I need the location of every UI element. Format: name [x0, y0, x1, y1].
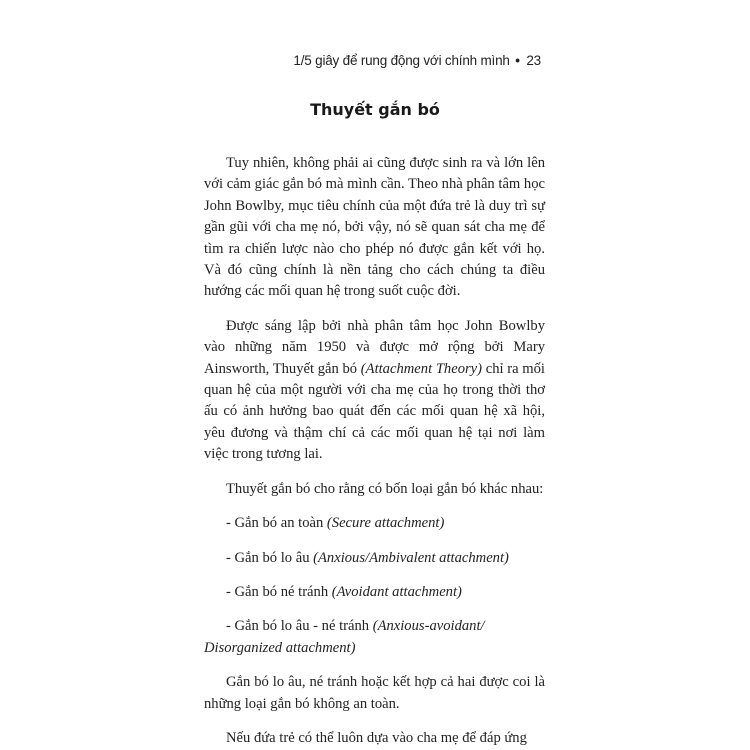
paragraph-1: Tuy nhiên, không phải ai cũng được sinh ra và lớn lên với cảm giác gắn bó mà mình cần. Theo nhà phân tâm học John Bowlby, mục tiêu chính của một đứa trẻ là duy trì sự gần gũi với cha mẹ nó, bởi vậy, nó sẽ quan sát cha mẹ để tìm ra chiến lược nào cho phép nó được gắn kết với họ. Và đó cũng chính là nền tảng cho cách chúng ta điều hướng các mối quan hệ trong suốt cuộc đời. — [204, 155, 545, 300]
body-text — [204, 153, 545, 749]
list-item — [204, 548, 545, 569]
paragraph-2-text-a: Được sáng lập bởi nhà phân tâm học John Bowlby vào những năm 1950 và được mở rộng bởi Mary Ainsworth, Thuyết gắn bó — [204, 317, 545, 377]
paragraph-7: Gắn bó lo âu, né tránh hoặc kết hợp cả hai được coi là những loại gắn bó không an toàn. — [204, 674, 545, 712]
running-header — [293, 53, 541, 68]
header-separator: • — [515, 53, 520, 68]
paragraph-2-text-b: chỉ ra mối quan hệ của một người với cha mẹ của họ trong thời thơ ấu có ảnh hưởng bao quát đến các mối quan hệ xã hội, yêu đương và thậm chí cả các mối quan hệ tại nơi làm việc trong tương lai. — [204, 360, 545, 463]
paragraph-3: Thuyết gắn bó cho rằng có bốn loại gắn bó khác nhau: — [226, 480, 544, 497]
paragraph-2 — [204, 316, 545, 466]
paragraph-2-term: (Attachment Theory) — [360, 360, 483, 377]
attachment-type-label: - Gắn bó lo âu - né tránh — [226, 618, 373, 635]
page-number: 23 — [526, 53, 541, 68]
section-title: Thuyết gắn bó — [310, 100, 440, 119]
attachment-type-english: (Anxious/Ambivalent attachment) — [313, 549, 509, 566]
attachment-type-english: (Anxious-avoidant/ Disorganized attachment) — [204, 618, 485, 656]
list-item — [204, 582, 545, 603]
paragraph-8: Nếu đứa trẻ có thể luôn dựa vào cha mẹ để đáp ứng — [226, 729, 527, 746]
running-title: 1/5 giây để rung động với chính mình — [293, 53, 510, 68]
list-item — [204, 616, 545, 659]
attachment-type-english: (Avoidant attachment) — [331, 583, 462, 600]
attachment-type-label: - Gắn bó né tránh — [226, 583, 332, 600]
attachment-type-english: (Secure attachment) — [326, 515, 445, 532]
attachment-type-label: - Gắn bó lo âu — [226, 549, 314, 566]
list-item — [204, 513, 545, 534]
attachment-type-label: - Gắn bó an toàn — [226, 515, 327, 532]
